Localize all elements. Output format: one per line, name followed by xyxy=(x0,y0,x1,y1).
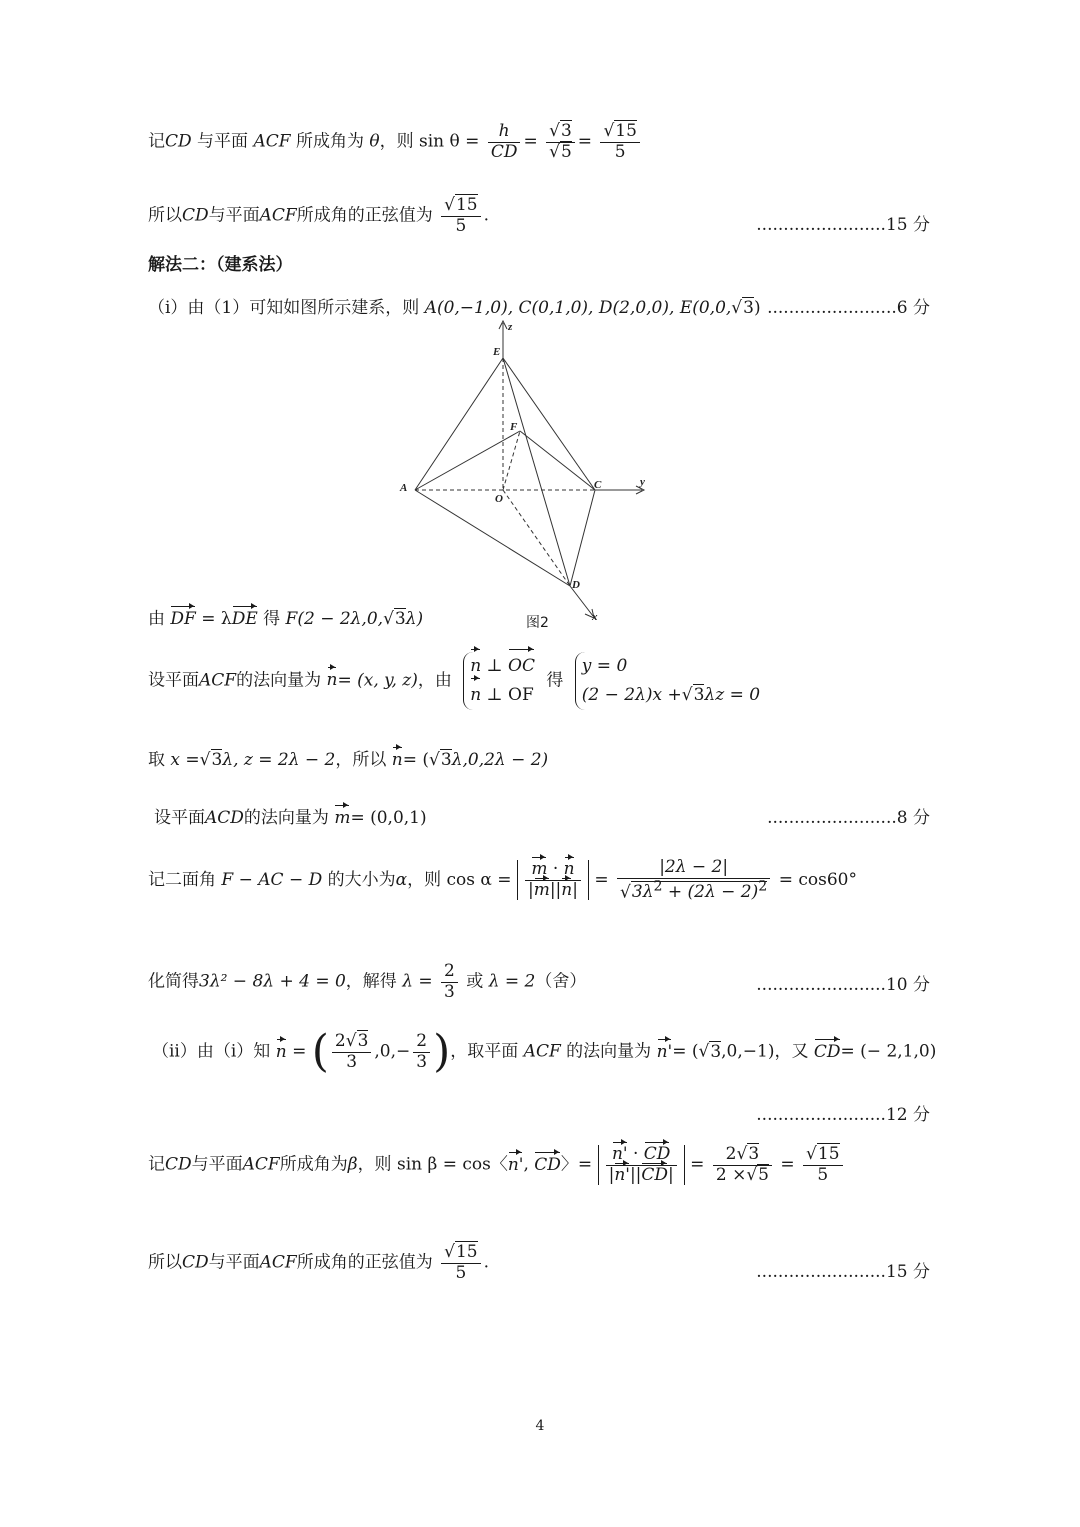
line-df-vector: 由 DF = λDE 得 F(2 − 2λ,0,√3λ) xyxy=(148,609,424,629)
line-normal-acd: 设平面ACD的法向量为 m= (0,0,1) xyxy=(154,808,427,828)
figure-2-diagram xyxy=(380,318,670,633)
score-15-second: ........................15 分 xyxy=(756,1262,930,1282)
line-normal-acf: 设平面ACF的法向量为 n= (x, y, z)，由 n ⊥ OC n ⊥ OF 得 y = 0 (2 − 2λ)x +√3λz = 0 xyxy=(148,652,766,710)
line-simplify: 化简得3λ² − 8λ + 4 = 0，解得 λ = $\frac{2}{3}$ 或 λ = 2（舍） xyxy=(148,961,587,1002)
fraction-h-cd: $\frac{h}{CD}$ xyxy=(488,122,521,162)
edge-OD-dashed xyxy=(503,490,570,586)
abs-fraction-beta: $\frac{n' \cdot CD}{|n'||CD|}$ xyxy=(598,1145,685,1185)
label-F: F xyxy=(510,421,518,433)
label-z: z xyxy=(508,321,513,333)
line-coordinates: （i）由（1）可知如图所示建系，则 A(0,−1,0), C(0,1,0), D(2,0,0), E(0,0,√3) xyxy=(148,298,761,318)
abs-fraction: $\frac{m \cdot n}{|m||n|}$ xyxy=(517,860,589,900)
edge-OF-dashed xyxy=(503,431,520,490)
edge-FC xyxy=(520,431,595,490)
fraction-sqrt3-sqrt5: $\frac{√3}{√5}$ xyxy=(546,122,575,162)
tetrahedron-svg xyxy=(380,318,670,628)
label-y: y xyxy=(640,476,645,488)
label-A: A xyxy=(400,482,408,494)
score-6: ........................6 分 xyxy=(767,298,930,318)
edge-ED xyxy=(503,358,570,586)
label-O: O xyxy=(495,493,503,505)
line-part-ii: （ii）由（i）知 n = ( $\frac{2√3}{3}$ ,0,− $\frac{2}{3}$ )，取平面 ACF 的法向量为 n'= (√3,0,−1)，又 CD= (− 2,1,0) xyxy=(152,1026,937,1077)
figure-caption: 图2 xyxy=(526,615,549,631)
label-D: D xyxy=(572,579,580,591)
line-conclusion-2: 所以CD与平面ACF所成角的正弦值为 $\frac{√15}{5}$ . xyxy=(148,1242,490,1283)
line-conclusion-1: 所以CD与平面ACF所成角的正弦值为 $\frac{√15}{5}$ . xyxy=(148,195,490,236)
score-15-first: ........................15 分 xyxy=(756,215,930,235)
score-8: ........................8 分 xyxy=(767,808,930,828)
line-sin-theta: 记CD 与平面 ACF 所成角为 θ，则 sin θ = $\frac{h}{CD}$ = $\frac{√3}{√5}$ = $\frac{√15}{5}$ xyxy=(148,122,643,162)
fraction-sqrt15-5: $\frac{√15}{5}$ xyxy=(600,122,639,162)
method-two-title: 解法二：（建系法） xyxy=(148,255,293,275)
page-number: 4 xyxy=(535,1418,545,1434)
edge-EA xyxy=(415,358,503,490)
perpendicular-system: n ⊥ OC n ⊥ OF xyxy=(463,652,535,710)
edge-CD xyxy=(570,490,595,586)
edge-AF xyxy=(415,431,520,490)
fraction-cos-alpha: $\frac{|2\lambda - 2|}{√3\lambda^2 + (2\lambda - 2)^2}$ xyxy=(617,858,770,903)
label-x: x xyxy=(592,611,598,623)
label-C: C xyxy=(594,479,602,491)
edge-AD xyxy=(415,490,570,586)
label-E: E xyxy=(493,346,501,358)
line-dihedral: 记二面角 F − AC − D 的大小为α，则 cos α = $\frac{m \cdot n}{|m||n|}$ = $\frac{|2\lambda - 2|}{√3\lambda^2 + (2\lambda - 2)^2}$ = cos60° xyxy=(148,857,857,903)
score-12: ........................12 分 xyxy=(756,1105,930,1125)
line-sin-beta: 记CD与平面ACF所成角为β，则 sin β = cos〈n', CD〉= $\frac{n' \cdot CD}{|n'||CD|}$ = $\frac{2√3}{2 \times√5}$ = $\frac{√15}{5}$ xyxy=(148,1145,846,1185)
fraction-sqrt15-5: $\frac{√15}{5}$ xyxy=(441,196,480,236)
equation-system: y = 0 (2 − 2λ)x +√3λz = 0 xyxy=(575,652,760,710)
line-take-values: 取 x =√3λ, z = 2λ − 2，所以 n= (√3λ,0,2λ − 2) xyxy=(148,750,549,770)
score-10: ........................10 分 xyxy=(756,975,930,995)
